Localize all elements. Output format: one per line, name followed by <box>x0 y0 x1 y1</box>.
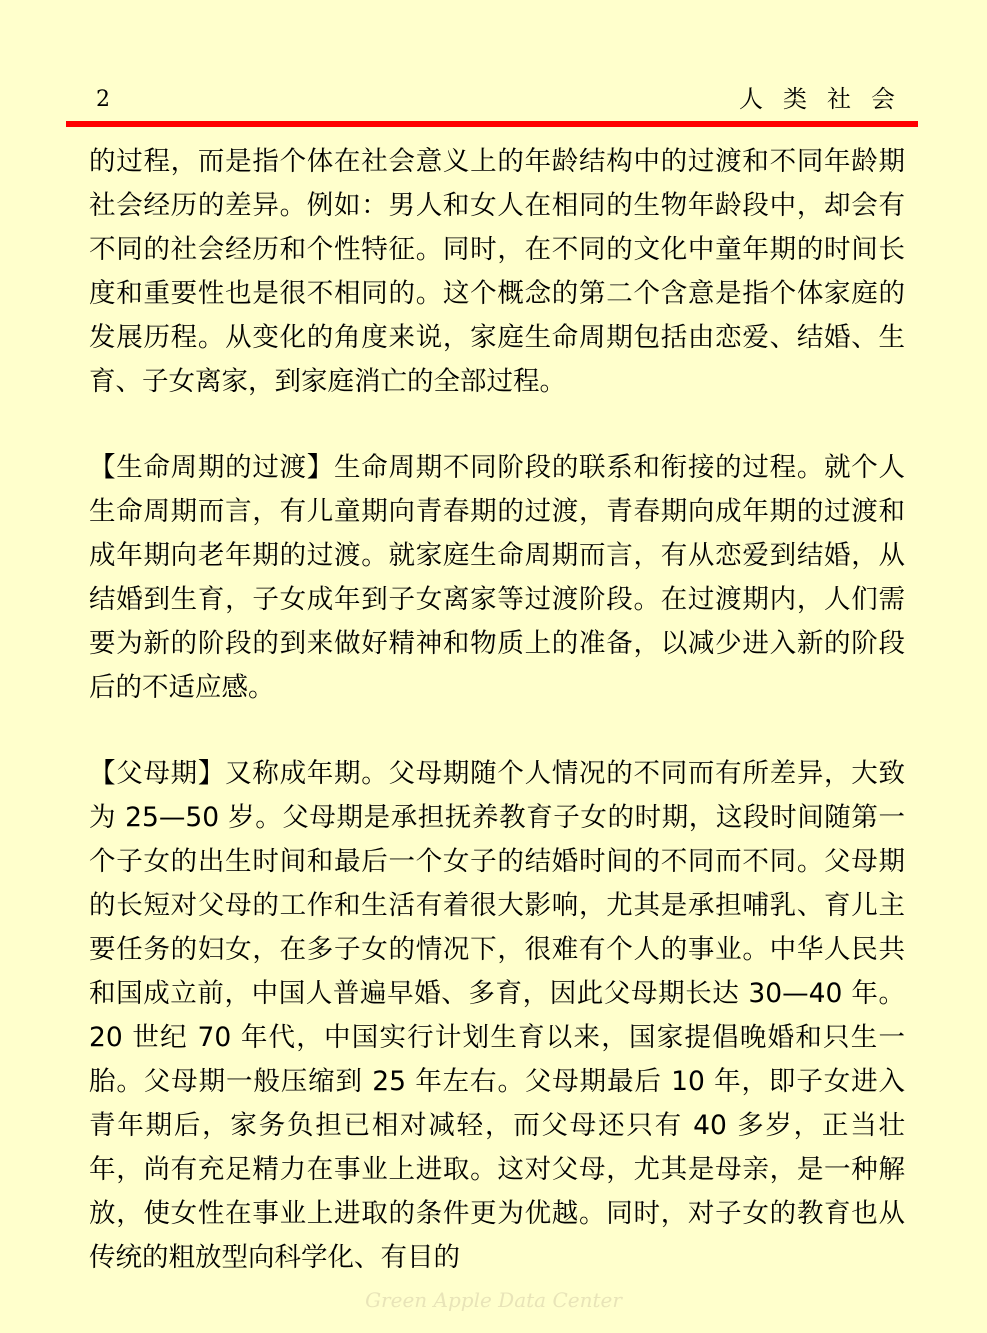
entry-term: 【父母期】 <box>89 758 226 789</box>
page-number: 2 <box>96 87 110 112</box>
paragraph-life-cycle-transition <box>89 446 905 710</box>
page-body <box>89 140 905 1280</box>
entry-text: 的过程，而是指个体在社会意义上的年龄结构中的过渡和不同年龄期社会经历的差异。例如：男人和女人在相同的生物年龄段中，却会有不同的社会经历和个性特征。同时，在不同的文化中童年期的时间长度和重要性也是很不相同的。这个概念的第二个含意是指个体家庭的发展历程。从变化的角度来说，家庭生命周期包括由恋爱、结婚、生育、子女离家，到家庭消亡的全部过程。 <box>89 146 905 397</box>
header-rule <box>66 121 918 127</box>
watermark: Green Apple Data Center <box>365 1288 622 1312</box>
entry-text: 又称成年期。父母期随个人情况的不同而有所差异，大致为 25—50 岁。父母期是承担抚养教育子女的时期，这段时间随第一个子女的出生时间和最后一个女子的结婚时间的不同而不同。父母期的长短对父母的工作和生活有着很大影响，尤其是承担哺乳、育儿主要任务的妇女，在多子女的情况下，很难有个人的事业。中华人民共和国成立前，中国人普遍早婚、多育，因此父母期长达 30—40 年。20 世纪 70 年代，中国实行计划生育以来，国家提倡晚婚和只生一胎。父母期一般压缩到 25 年左右。父母期最后 10 年，即子女进入青年期后，家务负担已相对减轻，而父母还只有 40 多岁，正当壮年，尚有充足精力在事业上进取。这对父母，尤其是母亲，是一种解放，使女性在事业上进取的条件更为优越。同时，对子女的教育也从传统的粗放型向科学化、有目的 <box>89 758 906 1273</box>
running-title: 人类社会 <box>739 85 915 113</box>
paragraph-parenthood-period <box>89 752 905 1280</box>
entry-term: 【生命周期的过渡】 <box>89 452 335 483</box>
entry-text: 生命周期不同阶段的联系和衔接的过程。就个人生命周期而言，有儿童期向青春期的过渡，青春期向成年期的过渡和成年期向老年期的过渡。就家庭生命周期而言，有从恋爱到结婚，从结婚到生育，子女成年到子女离家等过渡阶段。在过渡期内，人们需要为新的阶段的到来做好精神和物质上的准备，以减少进入新的阶段后的不适应感。 <box>89 452 906 703</box>
paragraph-life-cycle-continued <box>89 140 905 404</box>
